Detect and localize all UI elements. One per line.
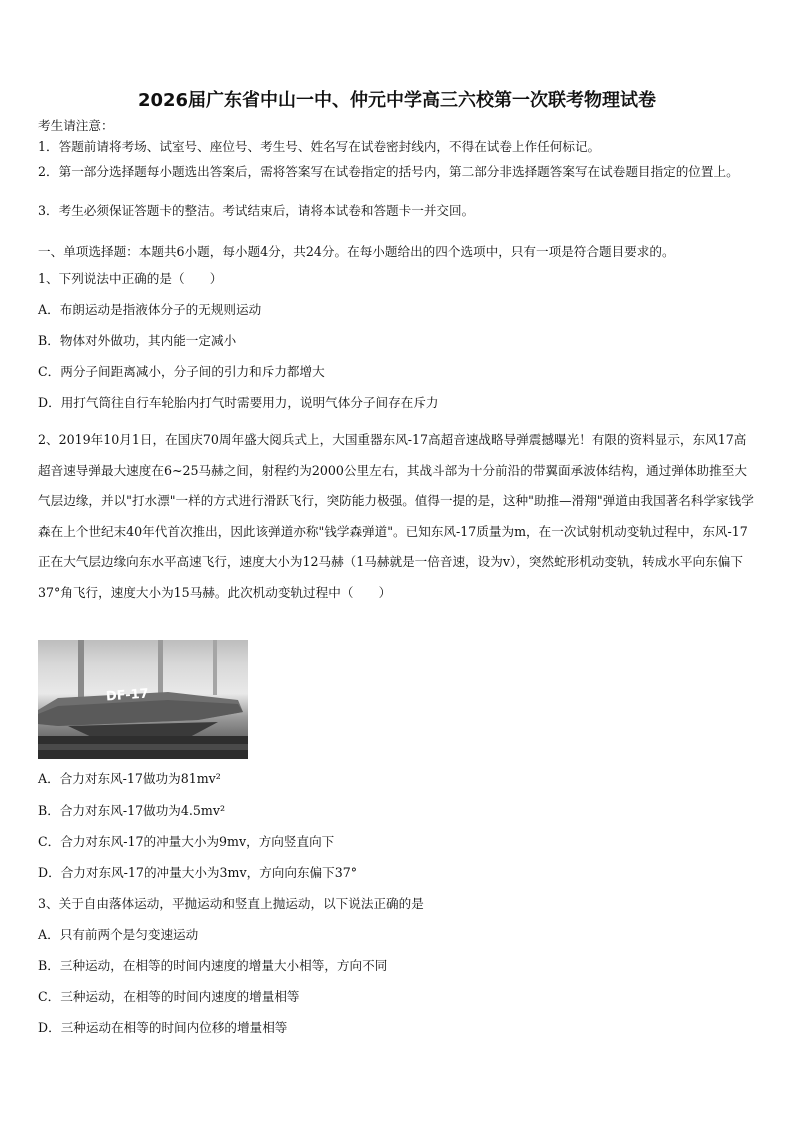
- question-1-option-a: A．布朗运动是指液体分子的无规则运动: [38, 302, 262, 317]
- question-3-option-d: D．三种运动在相等的时间内位移的增量相等: [38, 1020, 288, 1035]
- notice-item-2: 2．第一部分选择题每小题选出答案后，需将答案写在试卷指定的括号内，第二部分非选择题答案写在试卷题目指定的位置上。: [38, 164, 739, 179]
- question-3-option-a: A．只有前两个是匀变速运动: [38, 927, 199, 942]
- question-1-option-d: D．用打气筒往自行车轮胎内打气时需要用力，说明气体分子间存在斥力: [38, 395, 439, 410]
- question-1-option-c: C．两分子间距离减小，分子间的引力和斥力都增大: [38, 364, 325, 379]
- question-2-stem: 2、2019年10月1日，在国庆70周年盛大阅兵式上，大国重器东风-17高超音速战略导弹震撼曝光！有限的资料显示，东风17高超音速导弹最大速度在6~25马赫之间，射程约为2000公里左右，其战斗部为十分前沿的带翼面承波体结构，通过弹体助推至大气层边缘，并以"打水漂"一样的方式进行滑跃飞行，突防能力极强。值得一提的是，这种"助推—滑翔"弹道由我国著名科学家钱学森在上个世纪末40年代首次推出，因此该弹道亦称"钱学森弹道"。已知东风-17质量为m，在一次试射机动变轨过程中，东风-17正在大气层边缘向东水平高速飞行，速度大小为12马赫（1马赫就是一倍音速，设为v），突然蛇形机动变轨，转成水平向东偏下37°角飞行，速度大小为15马赫。此次机动变轨过程中（ ）: [38, 432, 754, 600]
- missile-label: DF-17: [105, 686, 150, 705]
- question-1-option-b: B．物体对外做功，其内能一定减小: [38, 333, 237, 348]
- page-title: 2026届广东省中山一中、仲元中学高三六校第一次联考物理试卷: [137, 90, 657, 111]
- question-3-stem: 3、关于自由落体运动，平抛运动和竖直上抛运动，以下说法正确的是: [38, 896, 424, 911]
- question-2-option-b: B．合力对东风-17做功为4.5mv²: [38, 803, 226, 818]
- question-2-option-d: D．合力对东风-17的冲量大小为3mv，方向向东偏下37°: [38, 865, 358, 880]
- question-2-option-c: C．合力对东风-17的冲量大小为9mv，方向竖直向下: [38, 834, 335, 849]
- notice-heading: 考生请注意：: [38, 118, 114, 133]
- section-title: 一、单项选择题：本题共6小题，每小题4分，共24分。在每小题给出的四个选项中，只有一项是符合题目要求的。: [38, 244, 675, 259]
- question-3-option-c: C．三种运动，在相等的时间内速度的增量相等: [38, 989, 300, 1004]
- notice-item-3: 3．考生必须保证答题卡的整洁。考试结束后，请将本试卷和答题卡一并交回。: [38, 203, 475, 218]
- missile-photo: [38, 640, 248, 759]
- question-1-stem: 1、下列说法中正确的是（ ）: [38, 271, 223, 286]
- question-2-option-a: A．合力对东风-17做功为81mv²: [38, 771, 221, 786]
- notice-item-1: 1．答题前请将考场、试室号、座位号、考生号、姓名写在试卷密封线内，不得在试卷上作任何标记。: [38, 139, 601, 154]
- question-3-option-b: B．三种运动，在相等的时间内速度的增量大小相等，方向不同: [38, 958, 388, 973]
